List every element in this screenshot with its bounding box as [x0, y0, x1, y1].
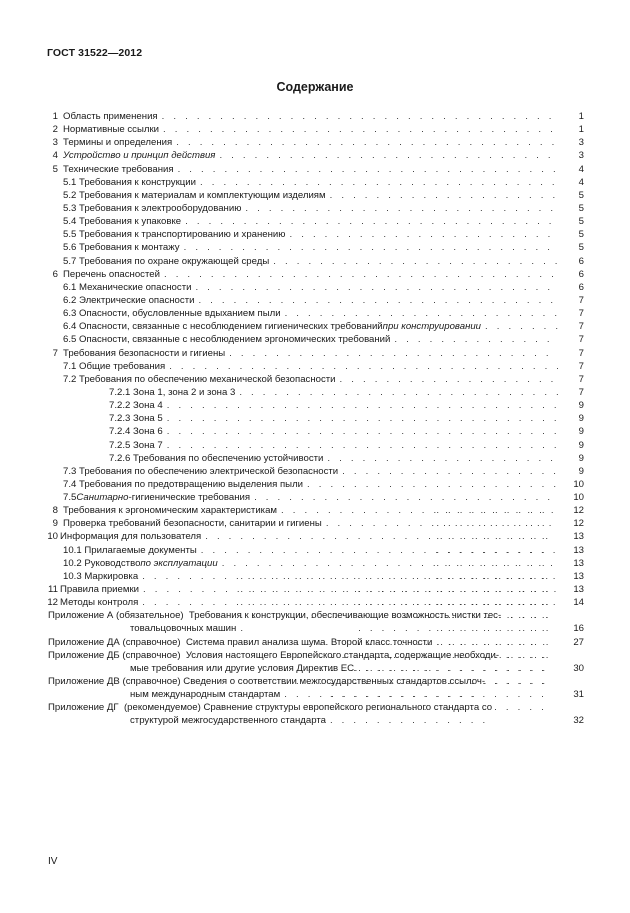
appendix-page: 30	[573, 662, 584, 674]
toc-entry[interactable]	[48, 202, 584, 215]
dot-leader	[167, 412, 558, 425]
appendix-text: товальцовочных машин	[130, 623, 237, 635]
dot-leader	[340, 373, 558, 386]
appendix-text: Приложение ДБ (справочное) Условия настоящего Европейского стандарта, содержащие необходи-	[48, 649, 500, 661]
toc-entry-number: 1	[52, 110, 58, 122]
toc-entry-title: 7.5	[63, 492, 77, 504]
toc-entry[interactable]	[48, 255, 584, 268]
toc-entry[interactable]	[48, 281, 584, 294]
toc-entry[interactable]	[48, 386, 584, 399]
toc-entry[interactable]	[48, 478, 584, 491]
toc-entry[interactable]	[48, 215, 584, 228]
toc-entry-page: 9	[578, 452, 584, 464]
appendix-page: 32	[573, 715, 584, 727]
appendix-page: 27	[573, 636, 584, 648]
toc-entry-page: 7	[578, 347, 584, 359]
toc-entry-number: 7	[52, 347, 58, 359]
dot-leader	[273, 255, 558, 268]
toc-entry-page: 1	[578, 124, 584, 136]
dot-leader	[167, 439, 558, 452]
toc-entry-page: 7	[578, 334, 584, 346]
toc-entry-page: 13	[573, 584, 584, 596]
toc-entry-title: Перечень опасностей	[63, 268, 160, 280]
toc-entry-title: Проверка требований безопасности, санитарии и гигиены	[63, 518, 322, 530]
toc-entry[interactable]	[48, 268, 584, 281]
toc-entry-title: 5.2 Требования к материалам и комплектующим изделиям	[63, 189, 326, 201]
toc-entry[interactable]	[48, 136, 584, 149]
dot-leader	[342, 465, 558, 478]
toc-entry-page: 7	[578, 373, 584, 385]
toc-entry-title: 5.4 Требования к упаковке	[63, 216, 182, 228]
toc-entry-number: 8	[52, 505, 58, 517]
toc-entry-number: 9	[52, 518, 58, 530]
toc-entry-title: 5.6 Требования к монтажу	[63, 242, 180, 254]
toc-entry-page: 10	[573, 492, 584, 504]
toc-entry-title: 10.1 Прилагаемые документы	[63, 544, 197, 556]
appendix-text: Приложение ДВ (справочное) Сведения о соответствии межгосударственных стандартов ссылоч-	[48, 676, 486, 688]
toc-entry-title: 6.2 Электрические опасности	[63, 294, 195, 306]
dot-leader	[394, 333, 558, 346]
dot-leader	[162, 110, 558, 123]
toc-entry-title: 6.1 Механические опасности	[63, 281, 192, 293]
toc-entry[interactable]	[48, 360, 584, 373]
toc-entry[interactable]	[48, 491, 584, 504]
toc-entry-title-italic: при конструировании	[382, 321, 482, 333]
toc-entry-page: 7	[578, 386, 584, 398]
toc-entry-page: 9	[578, 400, 584, 412]
toc-entry-title: 7.2.1 Зона 1, зона 2 и зона 3	[109, 386, 236, 398]
toc-entry-title: 5.5 Требования к транспортированию и хранению	[63, 229, 286, 241]
toc-entry-title: 7.2.3 Зона 5	[109, 413, 163, 425]
page-number: IV	[48, 856, 58, 867]
dot-leader	[289, 228, 558, 241]
toc-entry-page: 9	[578, 426, 584, 438]
toc-entry-page: 7	[578, 321, 584, 333]
toc-entry[interactable]	[48, 110, 584, 123]
toc-entry-page: 7	[578, 308, 584, 320]
toc-entry-title-italic: Санитарно	[76, 492, 129, 504]
toc-entry-page: 4	[578, 163, 584, 175]
toc-entry-page: 5	[578, 202, 584, 214]
toc-entry-page: 1	[578, 110, 584, 122]
dot-leader	[254, 491, 558, 504]
toc-entry-title: Требования безопасности и гигиены	[63, 347, 226, 359]
toc-entry-page: 13	[573, 531, 584, 543]
dot-leader	[229, 347, 558, 360]
dot-leader	[285, 307, 558, 320]
toc-entry-number: 2	[52, 124, 58, 136]
toc-entry-number: 6	[52, 268, 58, 280]
dot-leader	[164, 268, 558, 281]
toc-entry-number: 5	[52, 163, 58, 175]
toc-entry-title: 7.2.2 Зона 4	[109, 400, 163, 412]
toc-entry-page: 9	[578, 413, 584, 425]
toc-entry[interactable]	[48, 439, 584, 452]
toc-entry-title: Методы контроля	[60, 597, 139, 609]
toc-entry[interactable]	[48, 412, 584, 425]
toc-entry-number: 11	[48, 584, 58, 596]
toc-entry[interactable]	[48, 452, 584, 465]
toc-entry-page: 6	[578, 268, 584, 280]
appendix-text: структурой межгосударственного стандарта	[130, 715, 326, 727]
toc-entry-title: 5.3 Требования к электрооборудованию	[63, 202, 242, 214]
toc-entry-page: 12	[573, 518, 584, 530]
toc-entry-title: Нормативные ссылки	[63, 124, 160, 136]
toc-entry-title: 6.3 Опасности, обусловленные вдыханием пыли	[63, 308, 281, 320]
toc-entry-page: 6	[578, 281, 584, 293]
toc-entry-title: Правила приемки	[60, 584, 139, 596]
toc-entry-page: 4	[578, 176, 584, 188]
toc-entry[interactable]	[48, 176, 584, 189]
toc-entry[interactable]	[48, 163, 584, 176]
toc-entry-title: 10.2 Руководство	[63, 557, 141, 569]
toc-entry-number: 3	[52, 137, 58, 149]
dot-leader	[184, 241, 558, 254]
dot-leader	[163, 123, 558, 136]
toc-entry[interactable]	[48, 149, 584, 162]
toc-entry-number: 12	[47, 597, 58, 609]
dot-leader	[178, 163, 558, 176]
toc-entry[interactable]	[48, 333, 584, 346]
toc-entry-title-italic: по эксплуатации	[140, 557, 218, 569]
dot-leader	[198, 294, 558, 307]
toc-entry[interactable]	[48, 123, 584, 136]
toc-entry[interactable]	[48, 399, 584, 412]
toc-entry-page: 13	[573, 557, 584, 569]
appendix-text: мые требования или другие условия Директив ЕС	[130, 662, 355, 674]
toc-entry[interactable]	[48, 307, 584, 320]
toc-entry-page: 13	[573, 570, 584, 582]
dot-leader	[195, 281, 558, 294]
appendix-text: ным международным стандартам	[130, 689, 281, 701]
toc-entry-page: 9	[578, 465, 584, 477]
toc-entry-page: 10	[573, 478, 584, 490]
dot-leader	[239, 386, 558, 399]
toc-entry-title: Информация для пользователя	[60, 531, 202, 543]
toc-entry-number: 10	[47, 531, 58, 543]
dot-leader	[327, 452, 558, 465]
toc-entry-title: Технические требования	[63, 163, 174, 175]
dot-leader	[176, 136, 558, 149]
toc-entry-page: 5	[578, 229, 584, 241]
dot-leader	[485, 320, 558, 333]
toc-entry-page: 5	[578, 242, 584, 254]
toc-entry-title: 7.4 Требования по предотвращению выделения пыли	[63, 478, 304, 490]
toc-entry-page: 5	[578, 216, 584, 228]
toc-entry-title: 7.1 Общие требования	[63, 360, 166, 372]
toc-entry-page: 7	[578, 294, 584, 306]
dot-leader	[307, 478, 558, 491]
appendix-text: Приложение ДА (справочное) Система правил анализа шума. Второй класс точности	[48, 636, 433, 648]
toc-entry-title: 7.3 Требования по обеспечению электрической безопасности	[63, 465, 339, 477]
toc-entry[interactable]	[48, 425, 584, 438]
toc-entry-title: 5.7 Требования по охране окружающей среды	[63, 255, 270, 267]
toc-entry-title: Требования к эргономическим характеристикам	[63, 505, 278, 517]
dot-leader	[219, 149, 558, 162]
document-code: ГОСТ 31522—2012	[47, 47, 143, 59]
dot-leader	[330, 189, 558, 202]
toc-entry[interactable]	[48, 228, 584, 241]
dot-leader	[167, 425, 558, 438]
appendix-page: 16	[573, 623, 584, 635]
toc-entry-title: Устройство и принцип действия	[63, 150, 216, 162]
toc-entry[interactable]	[48, 294, 584, 307]
toc-entry[interactable]	[48, 465, 584, 478]
toc-entry[interactable]	[48, 189, 584, 202]
toc-entry-title-tail: -гигиенические требования	[128, 492, 251, 504]
toc-entry[interactable]	[48, 373, 584, 386]
toc-entry-page: 7	[578, 360, 584, 372]
toc-entry-number: 4	[52, 150, 58, 162]
dot-leader	[167, 399, 558, 412]
toc-entry-page: 5	[578, 189, 584, 201]
toc-entry-title: 7.2.5 Зона 7	[109, 439, 163, 451]
toc-entry[interactable]	[48, 241, 584, 254]
toc-entry-title: 7.2.4 Зона 6	[109, 426, 163, 438]
dot-leader	[169, 360, 558, 373]
appendix-entry[interactable]	[48, 701, 584, 727]
table-of-contents	[48, 110, 584, 728]
appendix-text: Приложение А (обязательное) Требования к конструкции, обеспечивающие возможность чистки тес-	[48, 610, 502, 622]
appendix-line	[48, 714, 584, 727]
toc-entry-page: 6	[578, 255, 584, 267]
toc-entry-title: Область применения	[63, 110, 158, 122]
appendix-text: Приложение ДГ (рекомендуемое) Сравнение структуры европейского регионального стандарта со	[48, 702, 493, 714]
toc-entry-page: 14	[573, 597, 584, 609]
toc-entry-page: 13	[573, 544, 584, 556]
toc-entry[interactable]	[48, 347, 584, 360]
toc-entry-title: Термины и определения	[63, 137, 173, 149]
dot-leader	[200, 176, 558, 189]
toc-entry-title: 6.4 Опасности, связанные с несоблюдением гигиенических требований	[63, 321, 383, 333]
toc-entry-title: 7.2.6 Требования по обеспечению устойчивости	[109, 452, 324, 464]
toc-entry-title: 10.3 Маркировка	[63, 570, 139, 582]
dot-leader	[185, 215, 558, 228]
toc-entry-page: 9	[578, 439, 584, 451]
dot-leader	[245, 202, 558, 215]
toc-entry-page: 12	[573, 505, 584, 517]
appendix-page: 31	[573, 689, 584, 701]
dot-leader	[330, 649, 558, 728]
page-title: Содержание	[276, 80, 354, 94]
toc-entry-page: 3	[578, 150, 584, 162]
toc-entry-page: 3	[578, 137, 584, 149]
toc-entry-title: 7.2 Требования по обеспечению механической безопасности	[63, 373, 336, 385]
toc-entry-title: 6.5 Опасности, связанные с несоблюдением эргономических требований	[63, 334, 391, 346]
toc-entry[interactable]	[48, 320, 584, 333]
toc-entry-title: 5.1 Требования к конструкции	[63, 176, 196, 188]
